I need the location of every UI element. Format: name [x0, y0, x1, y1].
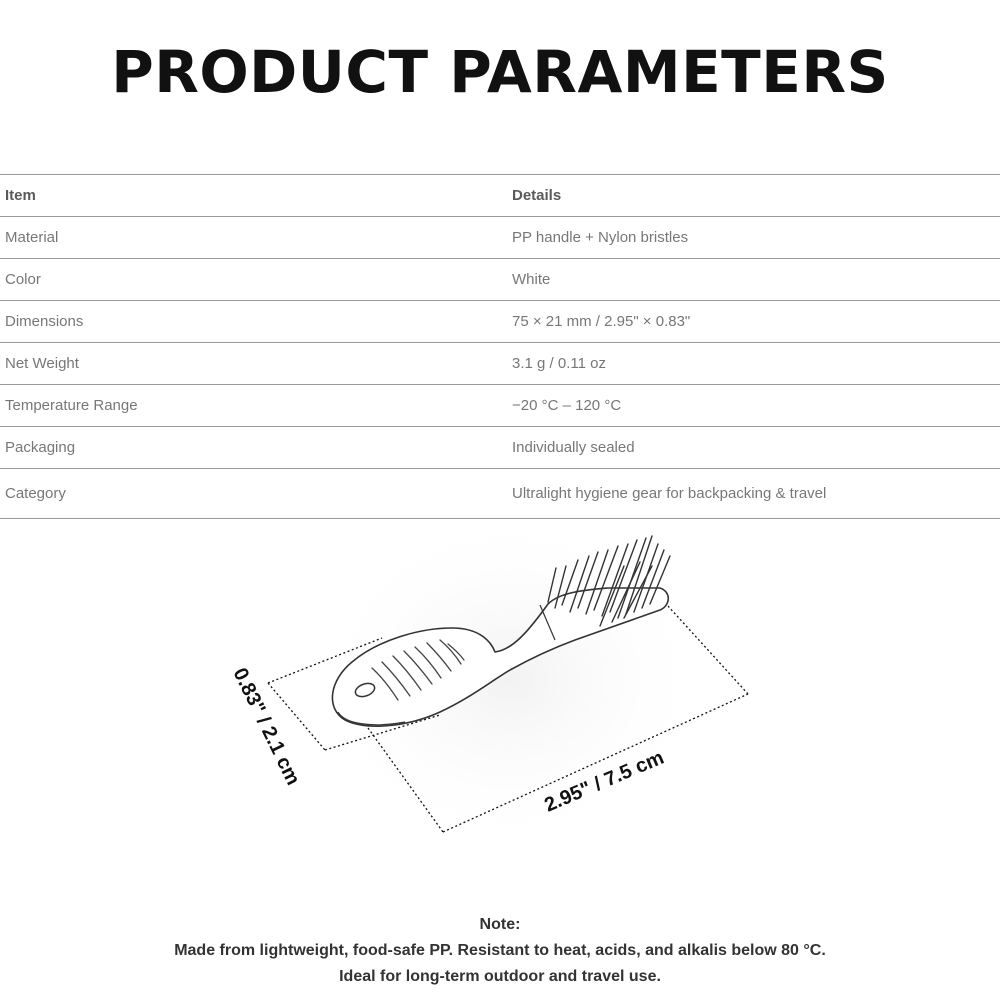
table-row: [0, 259, 1000, 301]
column-header-item: Item: [5, 187, 36, 204]
row-item-cell: Packaging: [5, 439, 76, 456]
note-heading: Note:: [479, 916, 521, 933]
row-item-cell: Temperature Range: [5, 397, 138, 414]
row-details-cell: 75 × 21 mm / 2.95" × 0.83": [512, 313, 691, 330]
table-row: [0, 427, 1000, 469]
row-item-cell: Color: [5, 271, 41, 288]
note-line-1: Made from lightweight, food-safe PP. Resistant to heat, acids, and alkalis below 80 °C.: [174, 942, 826, 959]
column-header-details: Details: [512, 187, 562, 204]
table-header-row: [0, 175, 1000, 217]
row-details-cell: 3.1 g / 0.11 oz: [512, 355, 606, 372]
table-row: [0, 469, 1000, 519]
row-item-cell: Material: [5, 229, 59, 246]
width-dimension-label: 0.83" / 2.1 cm: [228, 664, 305, 789]
length-dimension-label: 2.95" / 7.5 cm: [541, 746, 668, 817]
row-details-cell: Ultralight hygiene gear for backpacking & travel: [512, 485, 827, 502]
note-line-2: Ideal for long-term outdoor and travel use.: [339, 968, 661, 985]
row-details-cell: PP handle + Nylon bristles: [512, 229, 689, 246]
product-parameters-table: [0, 174, 1000, 519]
row-item-cell: Net Weight: [5, 355, 79, 372]
table-row: [0, 301, 1000, 343]
row-details-cell: −20 °C – 120 °C: [512, 397, 622, 414]
brush-dimension-illustration: [0, 520, 1000, 900]
table-row: [0, 343, 1000, 385]
row-item-cell: Category: [5, 485, 66, 502]
row-details-cell: White: [512, 271, 551, 288]
page-title: PRODUCT PARAMETERS: [111, 38, 889, 106]
product-note: [0, 912, 1000, 990]
table-row: [0, 385, 1000, 427]
row-details-cell: Individually sealed: [512, 439, 635, 456]
row-item-cell: Dimensions: [5, 313, 84, 330]
table-row: [0, 217, 1000, 259]
